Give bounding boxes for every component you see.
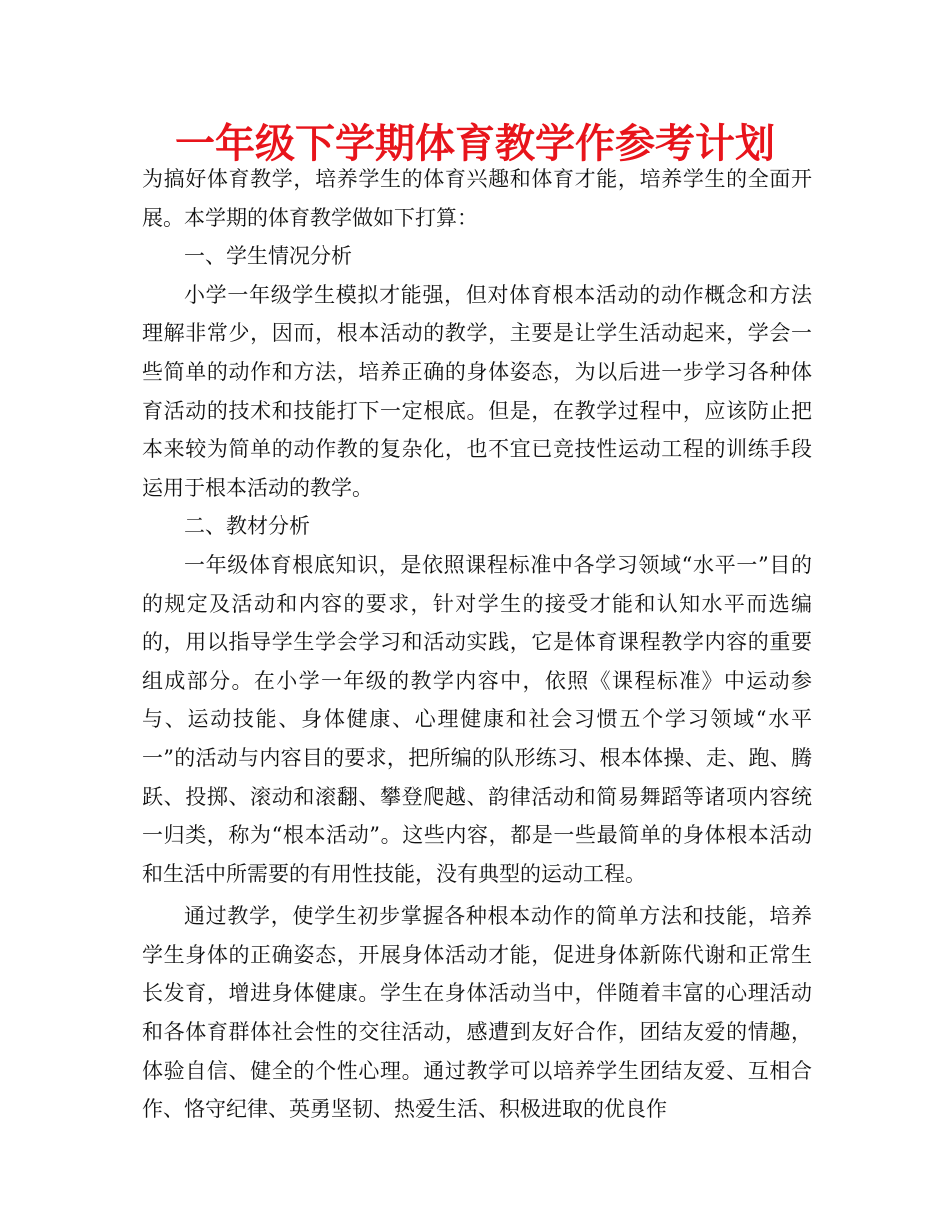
document-body — [142, 160, 812, 1129]
document-title: 一年级下学期体育教学作参考计划 — [175, 121, 775, 167]
intro-paragraph: 为搞好体育教学，培养学生的体育兴趣和体育才能，培养学生的全面开展。本学期的体育教学做如下打算： — [142, 167, 812, 230]
teaching-goals-paragraph: 通过教学，使学生初步掌握各种根本动作的简单方法和技能，培养学生身体的正确姿态，开展身体活动才能，促进身体新陈代谢和正常生长发育，增进身体健康。学生在身体活动当中，伴随着丰富的心理活动和各体育群体社会性的交往活动，感遭到友好合作，团结友爱的情趣，体验自信、健全的个性心理。通过教学可以培养学生团结友爱、互相合作、恪守纪律、英勇坚韧、热爱生活、积极进取的优良作 — [142, 904, 812, 1122]
student-analysis-paragraph: 小学一年级学生模拟才能强，但对体育根本活动的动作概念和方法理解非常少，因而，根本活动的教学，主要是让学生活动起来，学会一些简单的动作和方法，培养正确的身体姿态，为以后进一步学习各种体育活动的技术和技能打下一定根底。但是，在教学过程中，应该防止把本来较为简单的动作教的复杂化，也不宜已竞技性运动工程的训练手段运用于根本活动的教学。 — [142, 282, 812, 500]
section-heading-material-analysis: 二、教材分析 — [184, 514, 310, 539]
material-analysis-paragraph: 一年级体育根底知识，是依照课程标准中各学习领域“水平一”目的的规定及活动和内容的要求，针对学生的接受才能和认知水平而选编的，用以指导学生学会学习和活动实践，它是体育课程教学内容的重要组成部分。在小学一年级的教学内容中，依照《课程标准》中运动参与、运动技能、身体健康、心理健康和社会习惯五个学习领域“水平一”的活动与内容目的要求，把所编的队形练习、根本体操、走、跑、腾跃、投掷、滚动和滚翻、攀登爬越、韵律活动和简易舞蹈等诸项内容统一归类，称为“根本活动”。这些内容，都是一些最简单的身体根本活动和生活中所需要的有用性技能，没有典型的运动工程。 — [142, 552, 812, 886]
section-heading-student-analysis: 一、学生情况分析 — [184, 244, 352, 269]
